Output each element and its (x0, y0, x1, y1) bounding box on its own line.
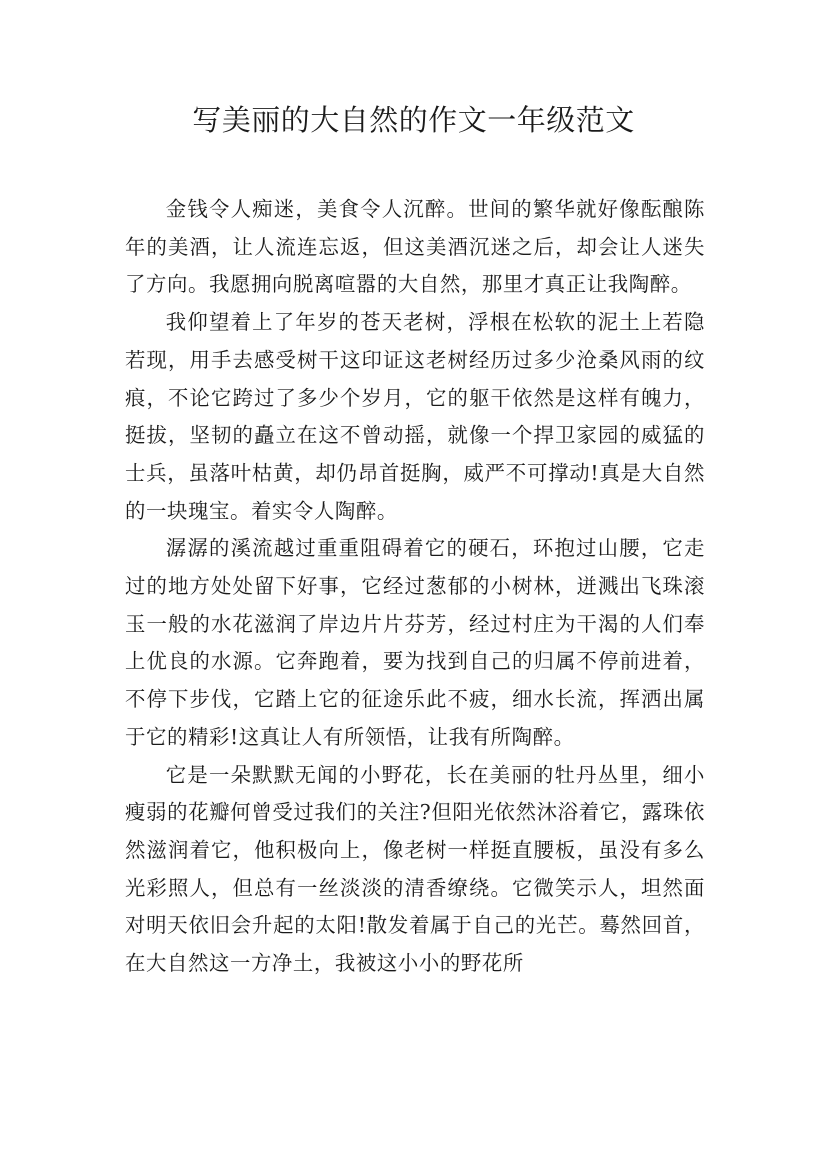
paragraph-1: 金钱令人痴迷，美食令人沉醉。世间的繁华就好像酝酿陈年的美酒，让人流连忘返，但这美酒沉迷之后，却会让人迷失了方向。我愿拥向脱离喧嚣的大自然，那里才真正让我陶醉。 (125, 197, 705, 297)
paragraph-3: 潺潺的溪流越过重重阻碍着它的硬石，环抱过山腰，它走过的地方处处留下好事，它经过葱郁的小树林，迸溅出飞珠滚玉一般的水花滋润了岸边片片芬芳，经过村庄为干渴的人们奉上优良的水源。它奔跑着，要为找到自己的归属不停前进着，不停下步伐，它踏上它的征途乐此不疲，细水长流，挥洒出属于它的精彩!这真让人有所领悟，让我有所陶醉。 (125, 536, 705, 749)
paragraph-2: 我仰望着上了年岁的苍天老树，浮根在松软的泥土上若隐若现，用手去感受树干这印证这老树经历过多少沧桑风雨的纹痕，不论它跨过了多少个岁月，它的躯干依然是这样有魄力，挺拔，坚韧的矗立在这不曾动摇，就像一个捍卫家园的威猛的士兵，虽落叶枯黄，却仍昂首挺胸，威严不可撑动!真是大自然的一块瑰宝。着实令人陶醉。 (125, 310, 705, 523)
document-title: 写美丽的大自然的作文一年级范文 (192, 103, 635, 137)
document-body (125, 191, 705, 983)
paragraph-4: 它是一朵默默无闻的小野花，长在美丽的牡丹丛里，细小瘦弱的花瓣何曾受过我们的关注?但阳光依然沐浴着它，露珠依然滋润着它，他积极向上，像老树一样挺直腰板，虽没有多么光彩照人，但总有一丝淡淡的清香缭绕。它微笑示人，坦然面对明天依旧会升起的太阳!散发着属于自己的光芒。蓦然回首，在大自然这一方净土，我被这小小的野花所 (125, 762, 705, 976)
